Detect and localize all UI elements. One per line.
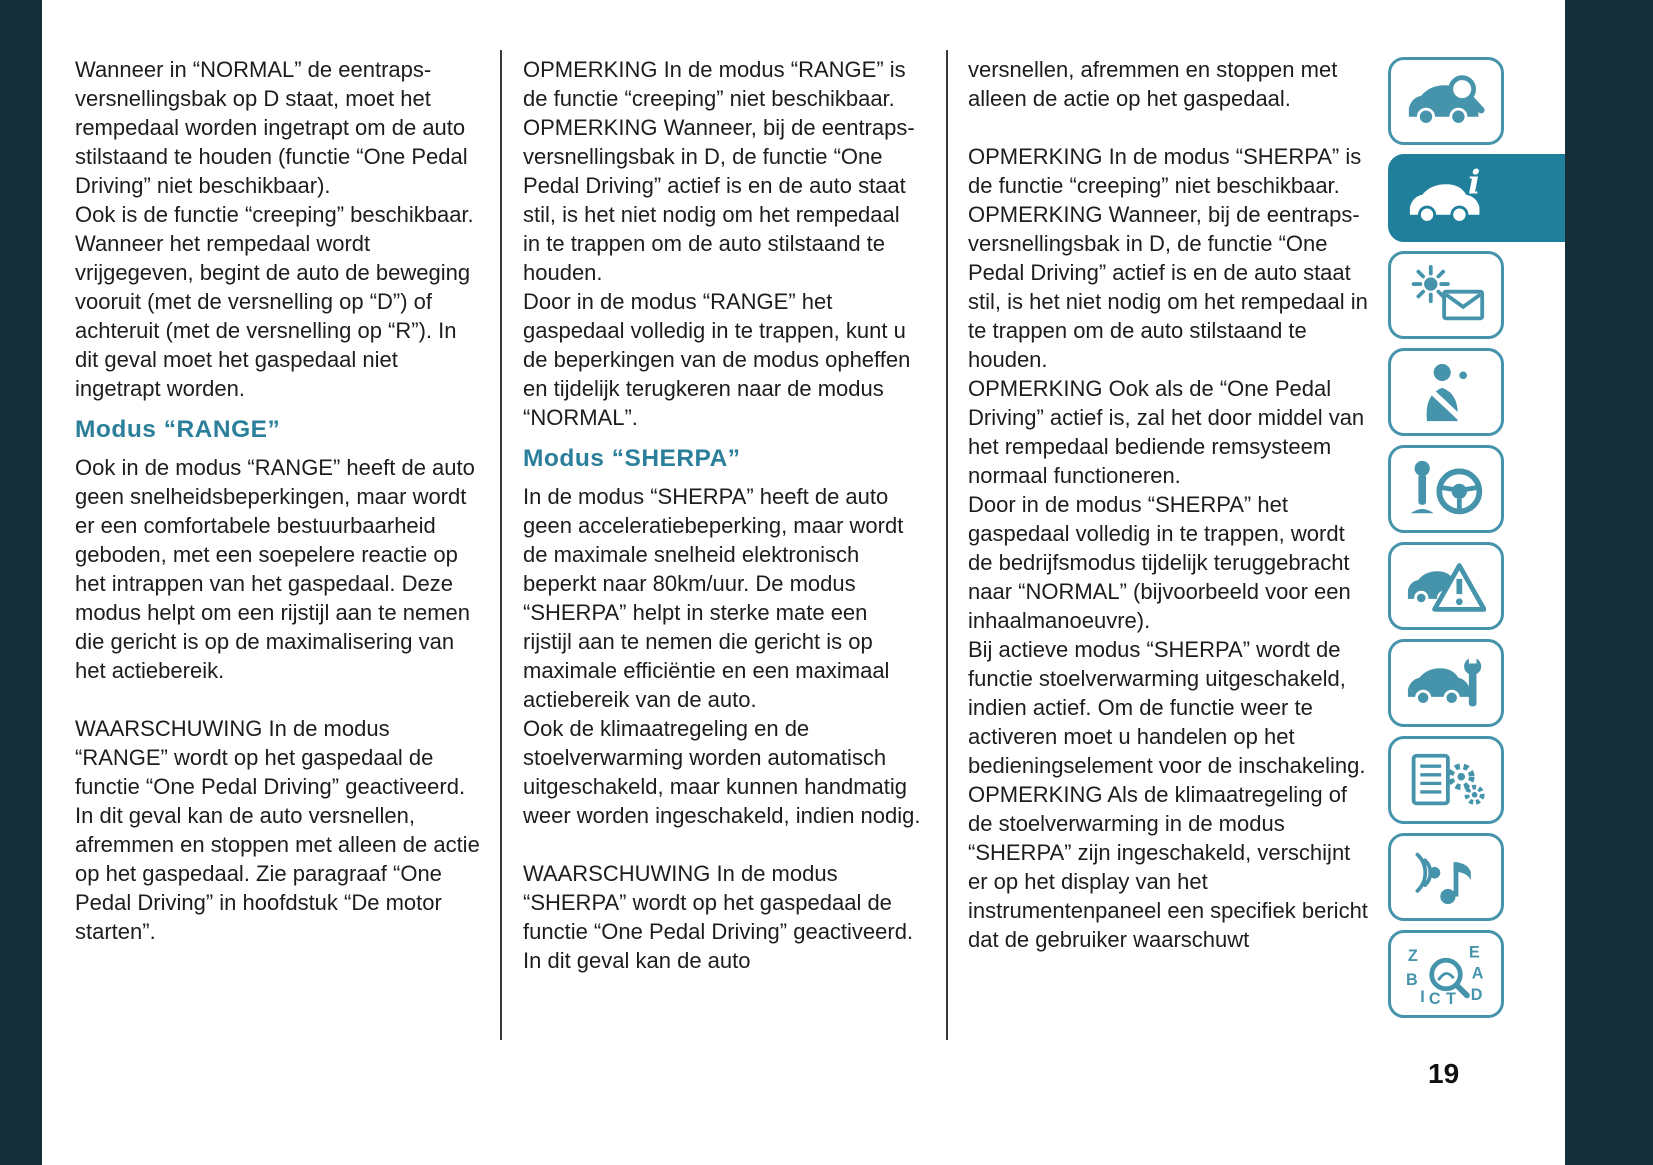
paragraph: Ook de klimaatregeling en de stoelverwarming worden automatisch uitgeschakeld, maar kunnen handmatig weer worden ingeschakeld, indien nodig.: [523, 716, 921, 828]
note-paragraph: OPMERKING In de modus “RANGE” is de functie “creeping” niet beschikbaar.: [523, 57, 906, 111]
paragraph: Door in de modus “RANGE” het gaspedaal volledig in te trappen, kunt u de beperkingen van de modus opheffen en tijdelijk terugkeren naar de modus “NORMAL”.: [523, 289, 911, 430]
svg-text:D: D: [1470, 985, 1483, 1004]
note-paragraph: OPMERKING In de modus “SHERPA” is de functie “creeping” niet beschikbaar.: [968, 144, 1362, 198]
navigation-music-icon: [1406, 847, 1486, 908]
text-column-2: [523, 55, 921, 975]
note-paragraph: OPMERKING Als de klimaatregeling of de stoelverwarming in de modus “SHERPA” zijn ingeschakeld, verschijnt er op het display van het instrumentenpaneel een specifiek bericht dat de gebruiker waarschuwt: [968, 782, 1368, 952]
chapter-tab-rail: [1388, 57, 1565, 1018]
paragraph: Bij actieve modus “SHERPA” wordt de functie stoelverwarming uitgeschakeld, indien actief. Om de functie weer te activeren moet u handelen op het bedieningselement voor de inschakeling.: [968, 637, 1366, 778]
car-info-icon: [1408, 168, 1488, 229]
warning-light-envelope-icon: [1406, 265, 1486, 326]
car-search-icon: [1406, 71, 1486, 132]
warning-paragraph: WAARSCHUWING In de modus “RANGE” wordt op het gaspedaal de functie “One Pedal Driving” geactiveerd. In dit geval kan de auto versnellen, afremmen en stoppen met alleen de actie op het gaspedaal. Zie paragraaf “One Pedal Driving” in hoofdstuk “De motor starten”.: [75, 716, 480, 944]
svg-text:B: B: [1406, 970, 1418, 989]
note-paragraph: OPMERKING Wanneer, bij de eentraps-versnellingsbak in D, de functie “One Pedal Driving” actief is en de auto staat stil, is het niet nodig om het rempedaal in te trappen om de auto stilstaand te houden.: [968, 202, 1368, 372]
column-divider: [946, 50, 948, 1040]
svg-text:E: E: [1468, 943, 1480, 961]
paragraph: Ook in de modus “RANGE” heeft de auto geen snelheidsbeperkingen, maar wordt er een comfortabele bestuurbaarheid geboden, met een soepelere reactie op het intrappen van het gaspedaal. Deze modus helpt om een rijstijl aan te nemen die gericht is op de maximalisering van het actiebereik.: [75, 455, 475, 683]
note-paragraph: OPMERKING Wanneer, bij de eentraps-versnellingsbak in D, de functie “One Pedal Driving” actief is en de auto staat stil, is het niet nodig om het rempedaal in te trappen om de auto stilstaand te houden.: [523, 115, 915, 285]
alphabet-magnifier-icon: [1406, 944, 1486, 1005]
paragraph: Wanneer in “NORMAL” de eentraps-versnellingsbak op D staat, moet het rempedaal worden ingetrapt om de auto stilstaand te houden (functie “One Pedal Driving” niet beschikbaar).: [75, 57, 468, 198]
car-warning-triangle-icon: [1406, 556, 1486, 617]
svg-text:I: I: [1420, 987, 1425, 1005]
tab-technical-data[interactable]: [1388, 736, 1504, 824]
paragraph: versnellen, afremmen en stoppen met alleen de actie op het gaspedaal.: [968, 57, 1338, 111]
left-edge-bar: [0, 0, 42, 1165]
tab-multimedia[interactable]: [1388, 833, 1504, 921]
svg-text:T: T: [1446, 989, 1456, 1005]
section-heading-range: Modus “RANGE”: [75, 416, 281, 443]
svg-text:i: i: [1468, 167, 1481, 202]
car-wrench-icon: [1406, 653, 1486, 714]
tab-in-emergency[interactable]: [1388, 542, 1504, 630]
seatbelt-person-icon: [1406, 362, 1486, 423]
spec-list-gears-icon: [1406, 750, 1486, 811]
section-heading-sherpa: Modus “SHERPA”: [523, 445, 741, 472]
paragraph: Door in de modus “SHERPA” het gaspedaal volledig in te trappen, wordt de bedrijfsmodus tijdelijk teruggebracht naar “NORMAL” (bijvoorbeeld voor een inhaalmanoeuvre).: [968, 492, 1351, 633]
svg-text:Z: Z: [1407, 946, 1418, 965]
tab-warning-lights-messages[interactable]: [1388, 251, 1504, 339]
tab-car-info-active[interactable]: [1388, 154, 1565, 242]
svg-text:A: A: [1471, 963, 1484, 982]
tab-starting-driving[interactable]: [1388, 445, 1504, 533]
tab-car-search[interactable]: [1388, 57, 1504, 145]
tab-index[interactable]: [1388, 930, 1504, 1018]
warning-paragraph: WAARSCHUWING In de modus “SHERPA” wordt op het gaspedaal de functie “One Pedal Driving” geactiveerd. In dit geval kan de auto: [523, 861, 914, 973]
text-column-3: [968, 55, 1372, 954]
svg-text:C: C: [1428, 989, 1441, 1005]
gearshift-steering-wheel-icon: [1406, 459, 1486, 520]
right-edge-bar: [1565, 0, 1653, 1165]
paragraph: Ook is de functie “creeping” beschikbaar. Wanneer het rempedaal wordt vrijgegeven, begint de auto de beweging vooruit (met de versnelling op “D”) of achteruit (met de versnelling op “R”). In dit geval moet het gaspedaal niet ingetrapt worden.: [75, 202, 474, 401]
text-column-1: [75, 55, 483, 946]
column-divider: [500, 50, 502, 1040]
paragraph: In de modus “SHERPA” heeft de auto geen acceleratiebeperking, maar wordt de maximale snelheid elektronisch beperkt naar 80km/uur. De modus “SHERPA” helpt in sterke mate een rijstijl aan te nemen die gericht is op maximale efficiëntie en een maximaal actiebereik van de auto.: [523, 484, 904, 712]
tab-servicing-maintenance[interactable]: [1388, 639, 1504, 727]
page-number: 19: [1428, 1058, 1460, 1089]
note-paragraph: OPMERKING Ook als de “One Pedal Driving” actief is, zal het door middel van het rempedaal bediende remsysteem normaal functioneren.: [968, 376, 1365, 488]
tab-safety[interactable]: [1388, 348, 1504, 436]
